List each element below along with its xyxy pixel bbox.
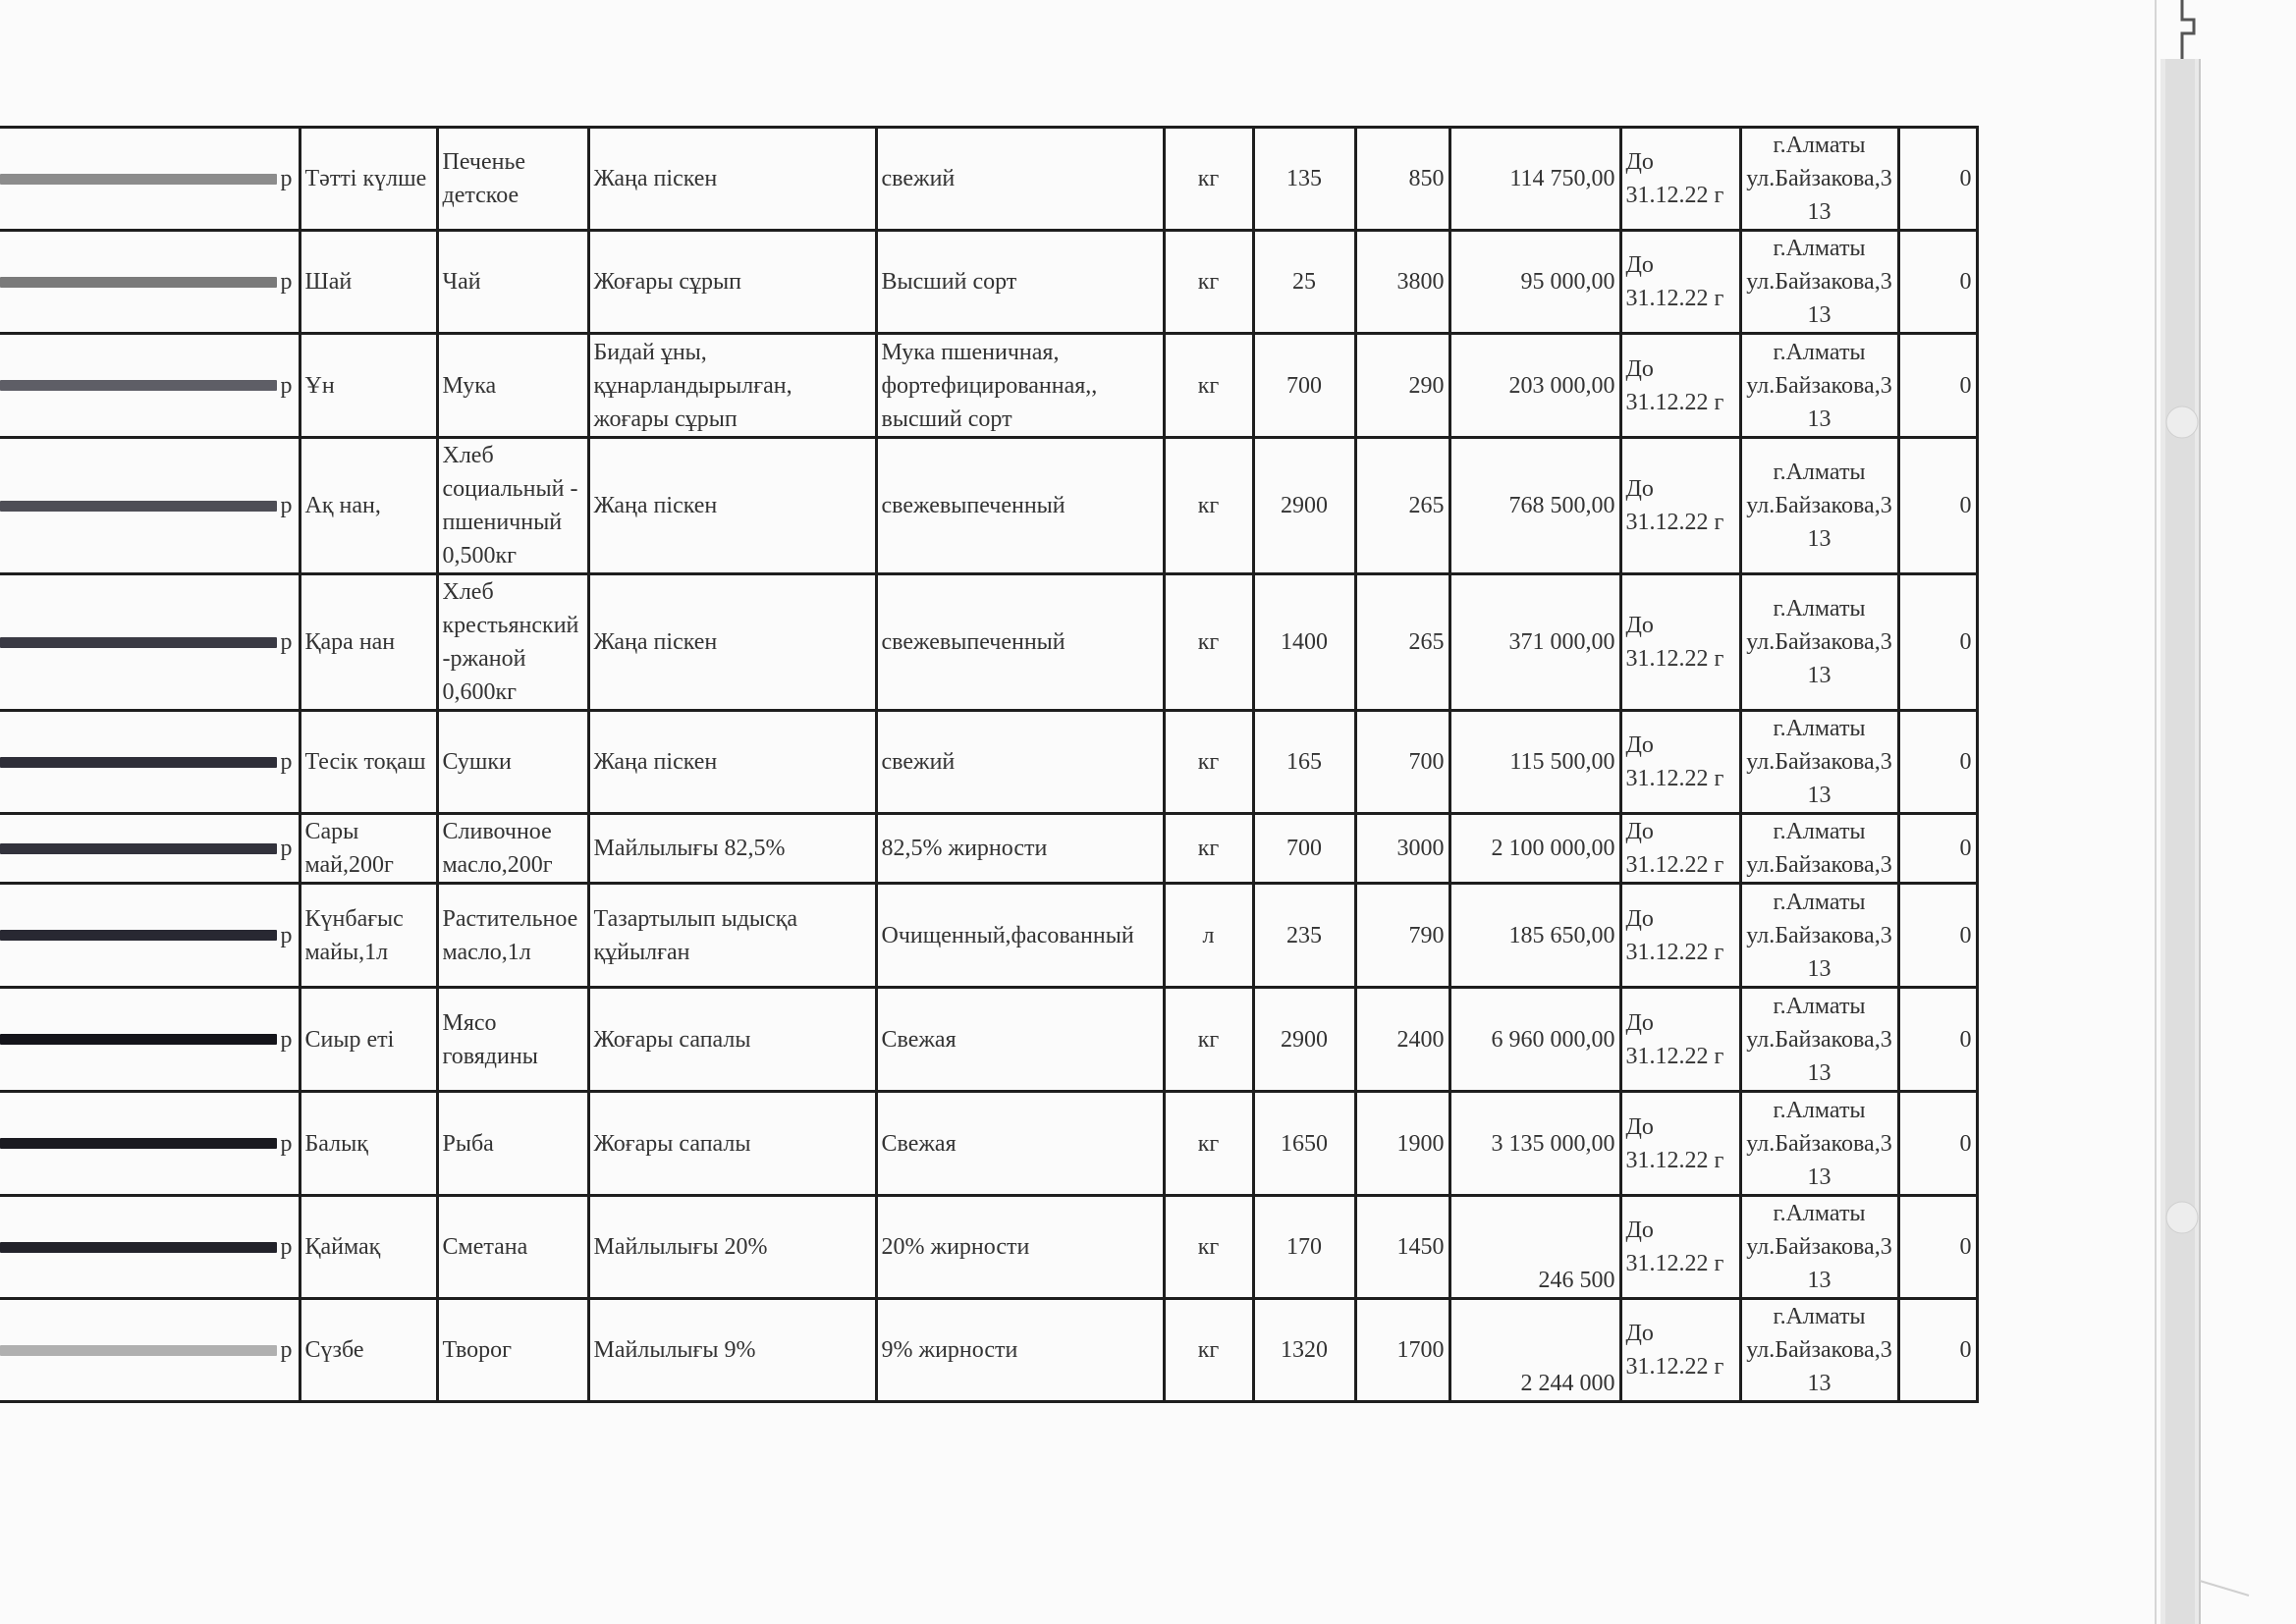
unit-cell: кг — [1164, 231, 1253, 334]
name-ru-cell: Растительное масло,1л — [437, 884, 588, 988]
name-ru-cell: Печенье детское — [437, 128, 588, 231]
quantity-cell: 2900 — [1253, 438, 1355, 574]
price-cell: 790 — [1355, 884, 1449, 988]
quantity-cell: 235 — [1253, 884, 1355, 988]
spec-kz-cell: Жоғары сұрып — [588, 231, 876, 334]
cutoff-text: р — [280, 629, 293, 655]
address-cell: г.Алматы ул.Байзакова,3 13 — [1740, 988, 1898, 1092]
unit-cell: кг — [1164, 1092, 1253, 1196]
name-kz-cell: Балық — [300, 1092, 437, 1196]
spec-ru-cell: Очищенный,фасованный — [876, 884, 1164, 988]
quantity-cell: 165 — [1253, 711, 1355, 814]
redaction-bar — [0, 277, 277, 288]
redaction-bar — [0, 1138, 277, 1149]
table-row — [0, 1196, 1977, 1299]
redacted-number — [0, 1023, 293, 1056]
redacted-number — [0, 162, 293, 195]
deadline-cell: До 31.12.22 г — [1620, 231, 1740, 334]
spec-ru-cell: Высший сорт — [876, 231, 1164, 334]
unit-cell: кг — [1164, 988, 1253, 1092]
redacted-number — [0, 265, 293, 298]
flag-cell: 0 — [1898, 814, 1977, 884]
quantity-cell: 170 — [1253, 1196, 1355, 1299]
redacted-number — [0, 832, 293, 865]
price-cell: 265 — [1355, 438, 1449, 574]
cutoff-text: р — [280, 749, 293, 775]
unit-cell: кг — [1164, 814, 1253, 884]
flag-cell: 0 — [1898, 231, 1977, 334]
address-cell: г.Алматы ул.Байзакова,3 — [1740, 814, 1898, 884]
deadline-cell: До 31.12.22 г — [1620, 711, 1740, 814]
unit-cell: кг — [1164, 574, 1253, 711]
redacted-cell — [0, 1092, 300, 1196]
total-cell: 203 000,00 — [1449, 334, 1620, 438]
spec-ru-cell: свежий — [876, 128, 1164, 231]
flag-cell: 0 — [1898, 574, 1977, 711]
address-cell: г.Алматы ул.Байзакова,3 13 — [1740, 1196, 1898, 1299]
redacted-number — [0, 745, 293, 779]
spec-kz-cell: Бидай ұны, құнарландырылған, жоғары сұрып — [588, 334, 876, 438]
name-kz-cell: Ұн — [300, 334, 437, 438]
name-kz-cell: Сүзбе — [300, 1299, 437, 1402]
redacted-cell — [0, 884, 300, 988]
flag-cell: 0 — [1898, 1299, 1977, 1402]
spec-kz-cell: Жоғары сапалы — [588, 1092, 876, 1196]
spec-kz-cell: Жаңа піскен — [588, 128, 876, 231]
total-cell: 246 500 — [1449, 1196, 1620, 1299]
table-row — [0, 884, 1977, 988]
name-kz-cell: Сиыр еті — [300, 988, 437, 1092]
name-ru-cell: Рыба — [437, 1092, 588, 1196]
name-ru-cell: Чай — [437, 231, 588, 334]
price-cell: 1450 — [1355, 1196, 1449, 1299]
name-ru-cell: Сливочное масло,200г — [437, 814, 588, 884]
spec-kz-cell: Жаңа піскен — [588, 711, 876, 814]
table-row — [0, 1299, 1977, 1402]
name-kz-cell: Тесік тоқаш — [300, 711, 437, 814]
redacted-cell — [0, 438, 300, 574]
redacted-cell — [0, 711, 300, 814]
quantity-cell: 25 — [1253, 231, 1355, 334]
name-kz-cell: Қаймақ — [300, 1196, 437, 1299]
deadline-cell: До 31.12.22 г — [1620, 884, 1740, 988]
redacted-cell — [0, 988, 300, 1092]
spec-ru-cell: 20% жирности — [876, 1196, 1164, 1299]
unit-cell: кг — [1164, 334, 1253, 438]
redacted-cell — [0, 814, 300, 884]
flag-cell: 0 — [1898, 128, 1977, 231]
total-cell: 95 000,00 — [1449, 231, 1620, 334]
price-cell: 2400 — [1355, 988, 1449, 1092]
spec-kz-cell: Жоғары сапалы — [588, 988, 876, 1092]
redacted-cell — [0, 1299, 300, 1402]
total-cell: 185 650,00 — [1449, 884, 1620, 988]
redacted-number — [0, 625, 293, 659]
unit-cell: кг — [1164, 1196, 1253, 1299]
unit-cell: кг — [1164, 128, 1253, 231]
price-cell: 3000 — [1355, 814, 1449, 884]
flag-cell: 0 — [1898, 884, 1977, 988]
redacted-number — [0, 1230, 293, 1264]
spec-kz-cell: Майлылығы 9% — [588, 1299, 876, 1402]
spec-ru-cell: Мука пшеничная, фортефицированная,, высший сорт — [876, 334, 1164, 438]
total-cell: 2 100 000,00 — [1449, 814, 1620, 884]
redaction-bar — [0, 1034, 277, 1045]
table-row — [0, 128, 1977, 231]
address-cell: г.Алматы ул.Байзакова,3 13 — [1740, 1092, 1898, 1196]
price-cell: 3800 — [1355, 231, 1449, 334]
cutoff-text: р — [280, 372, 293, 399]
redacted-cell — [0, 334, 300, 438]
cutoff-text: р — [280, 493, 293, 518]
quantity-cell: 2900 — [1253, 988, 1355, 1092]
deadline-cell: До 31.12.22 г — [1620, 1092, 1740, 1196]
procurement-table — [0, 126, 1979, 1403]
redacted-number — [0, 369, 293, 403]
name-ru-cell: Творог — [437, 1299, 588, 1402]
spec-ru-cell: свежевыпеченный — [876, 438, 1164, 574]
spec-ru-cell: свежий — [876, 711, 1164, 814]
flag-cell: 0 — [1898, 334, 1977, 438]
deadline-cell: До 31.12.22 г — [1620, 814, 1740, 884]
spec-kz-cell: Майлылығы 20% — [588, 1196, 876, 1299]
redacted-cell — [0, 128, 300, 231]
redacted-number — [0, 1333, 293, 1367]
unit-cell: л — [1164, 884, 1253, 988]
total-cell: 6 960 000,00 — [1449, 988, 1620, 1092]
spec-ru-cell: 82,5% жирности — [876, 814, 1164, 884]
deadline-cell: До 31.12.22 г — [1620, 438, 1740, 574]
spec-kz-cell: Жаңа піскен — [588, 438, 876, 574]
redaction-bar — [0, 501, 277, 512]
redaction-bar — [0, 380, 277, 391]
cutoff-text: р — [280, 269, 293, 295]
redaction-bar — [0, 1242, 277, 1253]
total-cell: 371 000,00 — [1449, 574, 1620, 711]
quantity-cell: 700 — [1253, 814, 1355, 884]
address-cell: г.Алматы ул.Байзакова,3 13 — [1740, 574, 1898, 711]
cutoff-text: р — [280, 166, 293, 191]
quantity-cell: 700 — [1253, 334, 1355, 438]
redaction-bar — [0, 843, 277, 854]
address-cell: г.Алматы ул.Байзакова,3 13 — [1740, 231, 1898, 334]
name-kz-cell: Ақ нан, — [300, 438, 437, 574]
table-row — [0, 814, 1977, 884]
address-cell: г.Алматы ул.Байзакова,3 13 — [1740, 884, 1898, 988]
deadline-cell: До 31.12.22 г — [1620, 988, 1740, 1092]
redaction-bar — [0, 930, 277, 941]
redaction-bar — [0, 174, 277, 185]
redacted-number — [0, 1127, 293, 1161]
name-kz-cell: Қара нан — [300, 574, 437, 711]
cutoff-text: р — [280, 1234, 293, 1260]
address-cell: г.Алматы ул.Байзакова,3 13 — [1740, 438, 1898, 574]
flag-cell: 0 — [1898, 1092, 1977, 1196]
cutoff-text: р — [280, 1026, 293, 1053]
flag-cell: 0 — [1898, 1196, 1977, 1299]
address-cell: г.Алматы ул.Байзакова,3 13 — [1740, 128, 1898, 231]
total-cell: 114 750,00 — [1449, 128, 1620, 231]
deadline-cell: До 31.12.22 г — [1620, 1299, 1740, 1402]
spec-kz-cell: Тазартылып ыдысқа құйылған — [588, 884, 876, 988]
name-ru-cell: Хлеб крестьянский -ржаной 0,600кг — [437, 574, 588, 711]
redacted-number — [0, 919, 293, 952]
total-cell: 115 500,00 — [1449, 711, 1620, 814]
flag-cell: 0 — [1898, 988, 1977, 1092]
flag-cell: 0 — [1898, 711, 1977, 814]
unit-cell: кг — [1164, 711, 1253, 814]
flag-cell: 0 — [1898, 438, 1977, 574]
deadline-cell: До 31.12.22 г — [1620, 574, 1740, 711]
table-row — [0, 334, 1977, 438]
total-cell: 3 135 000,00 — [1449, 1092, 1620, 1196]
deadline-cell: До 31.12.22 г — [1620, 334, 1740, 438]
address-cell: г.Алматы ул.Байзакова,3 13 — [1740, 1299, 1898, 1402]
deadline-cell: До 31.12.22 г — [1620, 1196, 1740, 1299]
redaction-bar — [0, 637, 277, 648]
table-row — [0, 438, 1977, 574]
quantity-cell: 1320 — [1253, 1299, 1355, 1402]
name-kz-cell: Сары май,200г — [300, 814, 437, 884]
table-row — [0, 988, 1977, 1092]
name-kz-cell: Шай — [300, 231, 437, 334]
name-ru-cell: Сметана — [437, 1196, 588, 1299]
address-cell: г.Алматы ул.Байзакова,3 13 — [1740, 711, 1898, 814]
spec-ru-cell: 9% жирности — [876, 1299, 1164, 1402]
quantity-cell: 1400 — [1253, 574, 1355, 711]
price-cell: 700 — [1355, 711, 1449, 814]
quantity-cell: 135 — [1253, 128, 1355, 231]
table-row — [0, 231, 1977, 334]
deadline-cell: До 31.12.22 г — [1620, 128, 1740, 231]
name-kz-cell: Тәтті күлше — [300, 128, 437, 231]
spec-ru-cell: Свежая — [876, 988, 1164, 1092]
cutoff-text: р — [280, 922, 293, 948]
table-row — [0, 711, 1977, 814]
price-cell: 265 — [1355, 574, 1449, 711]
name-ru-cell: Мясо говядины — [437, 988, 588, 1092]
price-cell: 1700 — [1355, 1299, 1449, 1402]
price-cell: 850 — [1355, 128, 1449, 231]
redacted-cell — [0, 574, 300, 711]
redacted-cell — [0, 231, 300, 334]
table-row — [0, 574, 1977, 711]
address-cell: г.Алматы ул.Байзакова,3 13 — [1740, 334, 1898, 438]
unit-cell: кг — [1164, 438, 1253, 574]
price-cell: 290 — [1355, 334, 1449, 438]
name-ru-cell: Сушки — [437, 711, 588, 814]
table-body — [0, 128, 1977, 1402]
spec-kz-cell: Майлылығы 82,5% — [588, 814, 876, 884]
cutoff-text: р — [280, 1337, 293, 1363]
quantity-cell: 1650 — [1253, 1092, 1355, 1196]
name-ru-cell: Мука — [437, 334, 588, 438]
total-cell: 2 244 000 — [1449, 1299, 1620, 1402]
cutoff-text: р — [280, 836, 293, 861]
cutoff-text: р — [280, 1130, 293, 1157]
name-ru-cell: Хлеб социальный - пшеничный 0,500кг — [437, 438, 588, 574]
spec-ru-cell: Свежая — [876, 1092, 1164, 1196]
redacted-number — [0, 489, 293, 522]
spec-ru-cell: свежевыпеченный — [876, 574, 1164, 711]
table-row — [0, 1092, 1977, 1196]
redacted-cell — [0, 1196, 300, 1299]
total-cell: 768 500,00 — [1449, 438, 1620, 574]
redaction-bar — [0, 757, 277, 768]
redaction-bar — [0, 1345, 277, 1356]
price-cell: 1900 — [1355, 1092, 1449, 1196]
unit-cell: кг — [1164, 1299, 1253, 1402]
name-kz-cell: Күнбағыс майы,1л — [300, 884, 437, 988]
spec-kz-cell: Жаңа піскен — [588, 574, 876, 711]
